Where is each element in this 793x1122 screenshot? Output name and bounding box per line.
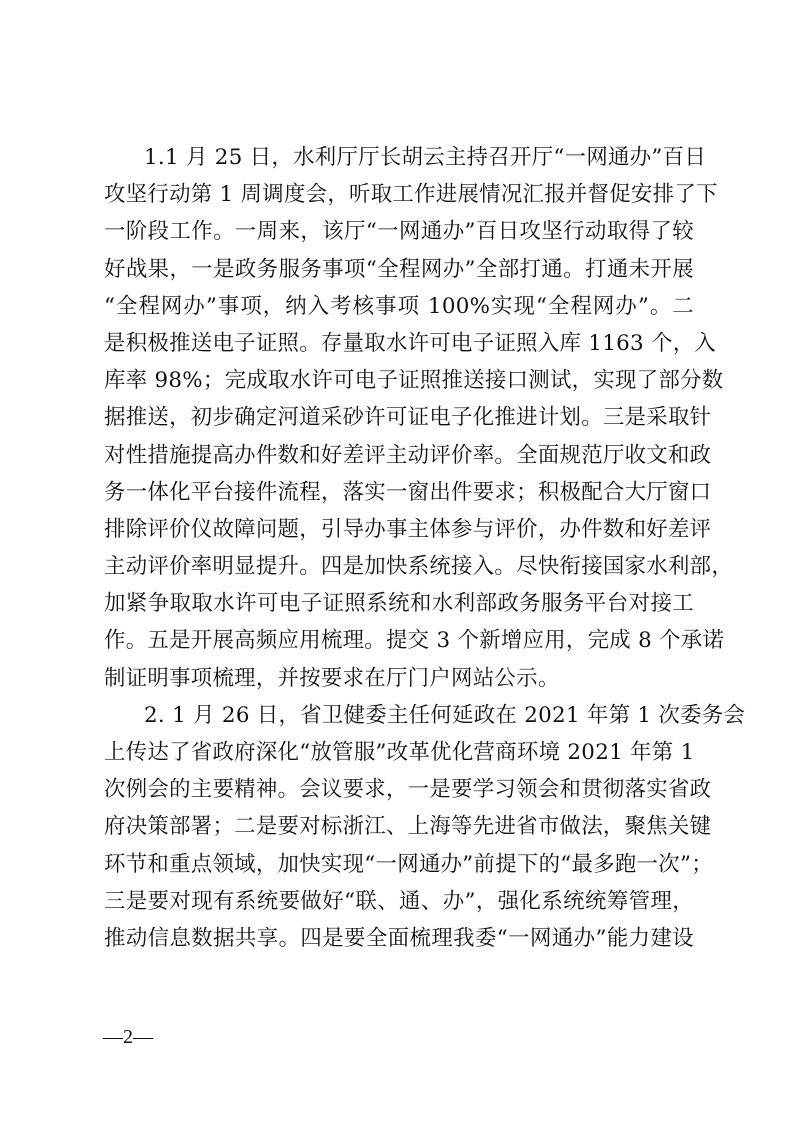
paragraph-line: 次例会的主要精神。会议要求，一是要学习领会和贯彻落实省政 bbox=[104, 777, 712, 803]
page-number: —2— bbox=[103, 1026, 153, 1048]
paragraph-1 bbox=[104, 139, 734, 697]
paragraph-line: 一阶段工作。一周来，该厅“一网通办”百日攻坚行动取得了较 bbox=[104, 219, 694, 245]
document-body bbox=[104, 139, 746, 957]
paragraph-line: 作。五是开展高频应用梳理。提交 3 个新增应用，完成 8 个承诺 bbox=[104, 628, 725, 654]
paragraph-line: 环节和重点领域，加快实现“一网通办”前提下的“最多跑一次”； bbox=[104, 851, 713, 877]
paragraph-line: “全程网办”事项，纳入考核事项 100%实现“全程网办”。二 bbox=[104, 293, 694, 319]
paragraph-2 bbox=[104, 697, 746, 957]
paragraph-line: 2. 1 月 26 日，省卫健委主任何延政在 2021 年第 1 次委务会 bbox=[144, 702, 746, 728]
paragraph-line: 上传达了省政府深化“放管服”改革优化营商环境 2021 年第 1 bbox=[104, 740, 695, 765]
paragraph-line: 制证明事项梳理，并按要求在厅门户网站公示。 bbox=[104, 665, 560, 691]
paragraph-line: 是积极推送电子证照。存量取水许可电子证照入库 1163 个，入 bbox=[104, 330, 717, 356]
paragraph-line: 库率 98%；完成取水许可电子证照推送接口测试，实现了部分数 bbox=[104, 368, 724, 394]
paragraph-line: 好战果，一是政务服务事项“全程网办”全部打通。打通未开展 bbox=[104, 256, 694, 282]
paragraph-line: 推动信息数据共享。四是要全面梳理我委“一网通办”能力建设 bbox=[104, 925, 694, 951]
paragraph-line: 攻坚行动第 1 周调度会，听取工作进展情况汇报并督促安排了下 bbox=[104, 182, 718, 208]
paragraph-line: 加紧争取取水许可电子证照系统和水利部政务服务平台对接工 bbox=[104, 591, 694, 617]
paragraph-line: 府决策部署；二是要对标浙江、上海等先进省市做法，聚焦关键 bbox=[104, 814, 712, 840]
paragraph-line: 排除评价仪故障问题，引导办事主体参与评价，办件数和好差评 bbox=[104, 516, 712, 542]
paragraph-line: 对性措施提高办件数和好差评主动评价率。全面规范厅收文和政 bbox=[104, 442, 712, 468]
paragraph-line: 三是要对现有系统要做好“联、通、办”，强化系统统筹管理， bbox=[104, 888, 694, 914]
paragraph-line: 1.1 月 25 日，水利厅厅长胡云主持召开厅“一网通办”百日 bbox=[144, 145, 707, 170]
paragraph-line: 主动评价率明显提升。四是加快系统接入。尽快衔接国家水利部， bbox=[104, 554, 734, 580]
paragraph-line: 据推送，初步确定河道采砂许可证电子化推进计划。三是采取针 bbox=[104, 405, 712, 431]
paragraph-line: 务一体化平台接件流程，落实一窗出件要求；积极配合大厅窗口 bbox=[104, 479, 712, 505]
